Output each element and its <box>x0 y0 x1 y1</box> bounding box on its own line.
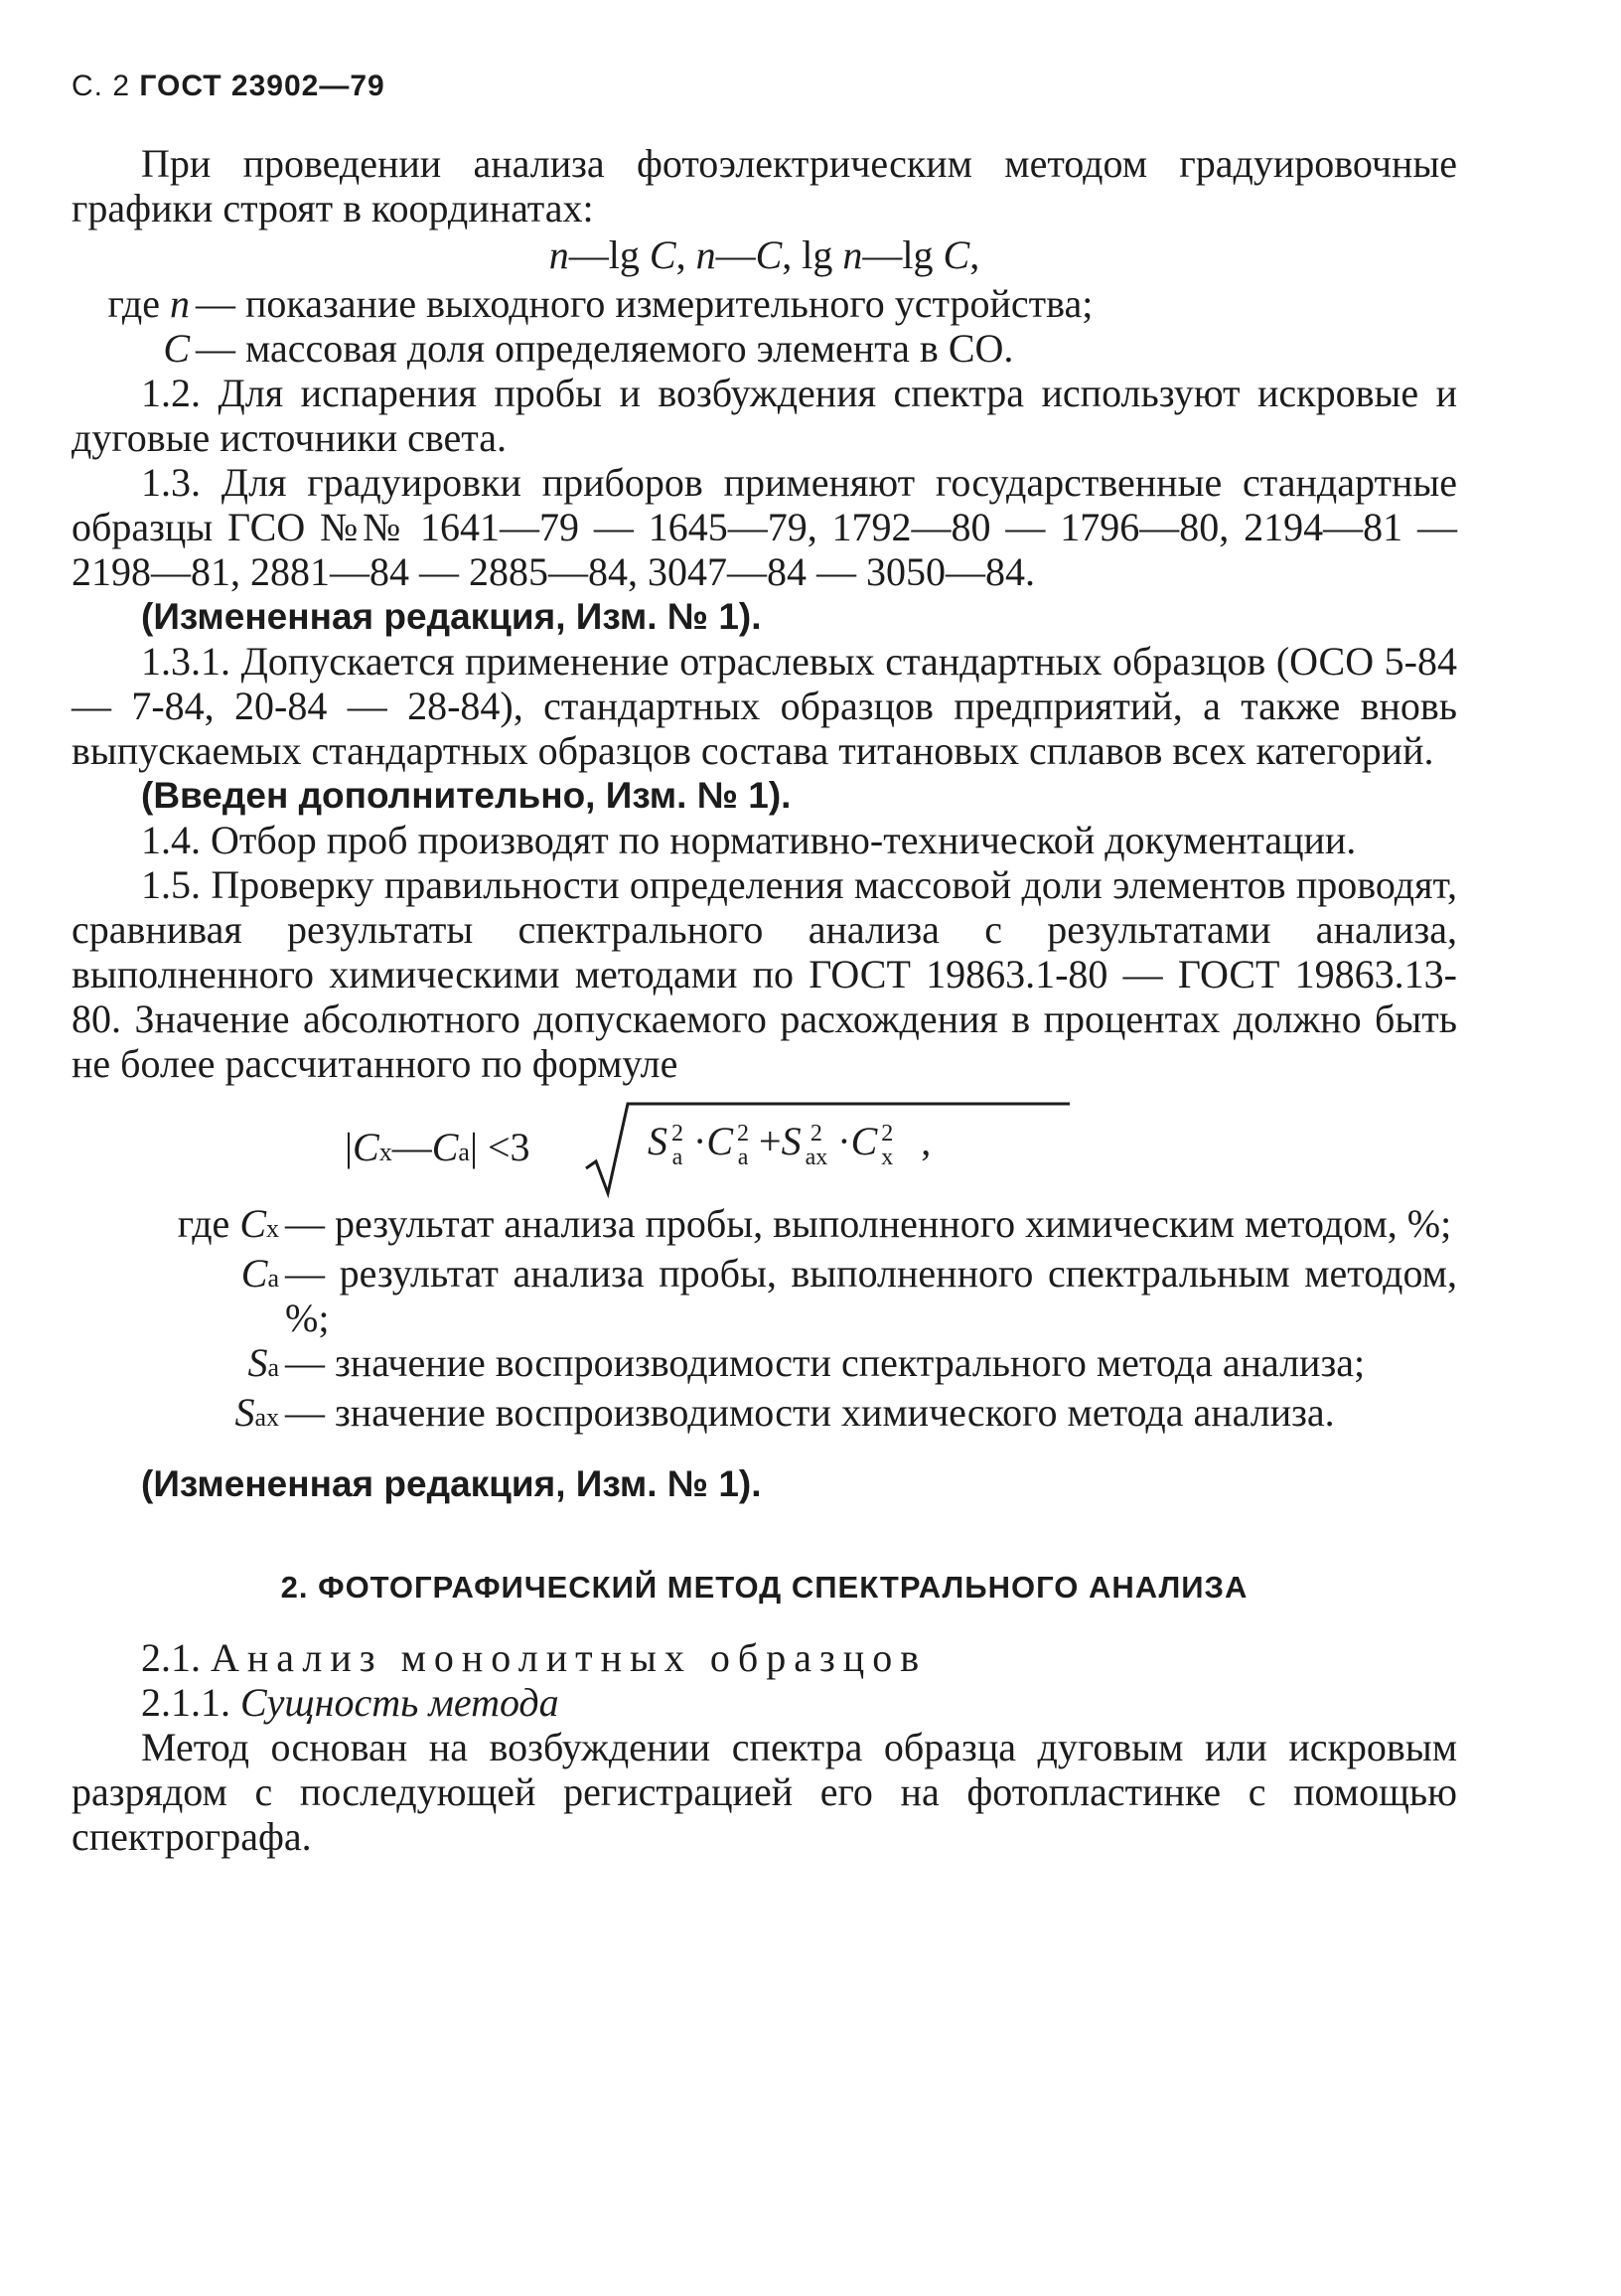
page-number: С. 2 <box>72 70 131 102</box>
formula-coordinates: n—lg C, n—C, lg n—lg C, <box>548 232 980 277</box>
subsection-2-1: 2.1. Анализ монолитных образцов <box>141 1635 928 1680</box>
formula-tolerance <box>72 1094 1457 1201</box>
paragraph-1-3-1: 1.3.1. Допускается применение отраслевых стандартных образцов (ОСО 5-84 — 7-84, 20-84 — 28-84), стандартных образцов предприятий, а также вновь выпускаемых стандартных образцов состава титановых сплавов всех категорий. <box>72 639 1457 773</box>
formula-lhs: |Cx—Ca| <3 <box>345 1125 530 1169</box>
section-heading: 2. ФОТОГРАФИЧЕСКИЙ МЕТОД СПЕКТРАЛЬНОГО АНАЛИЗА <box>280 1570 1249 1605</box>
where-label: где n <box>107 281 190 326</box>
where-label: Sax <box>234 1390 279 1435</box>
formula-radicand: S 2 a ·C 2 a +S 2 ax ·C 2 x , <box>648 1119 932 1170</box>
where-definition: — результат анализа пробы, выполненного спектральным методом, %; <box>285 1251 1457 1340</box>
document-page <box>72 70 1457 1859</box>
where-list-2 <box>72 1201 1457 1440</box>
where-label: где Cx <box>177 1201 279 1246</box>
where-definition: — результат анализа пробы, выполненного химическим методом, %; <box>285 1201 1452 1246</box>
where-definition: — значение воспроизводимости химического метода анализа. <box>285 1390 1335 1435</box>
amendment-note: (Измененная редакция, Изм. № 1). <box>141 1463 762 1504</box>
where-list-1 <box>72 281 1457 371</box>
where-label: Sa <box>247 1340 279 1385</box>
page-header <box>72 70 1457 103</box>
where-definition: — значение воспроизводимости спектрального метода анализа; <box>285 1340 1366 1385</box>
where-definition: — показание выходного измерительного устройства; <box>196 281 1094 326</box>
where-label: C <box>163 326 190 371</box>
intro-paragraph: При проведении анализа фотоэлектрическим методом градуировочные графики строят в координатах: <box>72 141 1457 230</box>
where-label: Ca <box>240 1251 279 1296</box>
where-definition: — массовая доля определяемого элемента в СО. <box>196 326 1014 371</box>
paragraph-1-3: 1.3. Для градуировки приборов применяют государственные стандартные образцы ГСО №№ 1641—79 — 1645—79, 1792—80 — 1796—80, 2194—81 — 2198—81, 2881—84 — 2885—84, 3047—84 — 3050—84. <box>72 460 1457 594</box>
subsection-2-1-1: 2.1.1. Сущность метода <box>141 1680 559 1725</box>
paragraph-1-5: 1.5. Проверку правильности определения массовой доли элементов проводят, сравнивая результаты спектрального анализа с результатами анализа, выполненного химическими методами по ГОСТ 19863.1-80 — ГОСТ 19863.13-80. Значение абсолютного допускаемого расхождения в процентах должно быть не более рассчитанного по формуле <box>72 862 1457 1086</box>
paragraph-2-1-1: Метод основан на возбуждении спектра образца дуговым или искровым разрядом с последующей регистрацией его на фотопластинке с помощью спектрографа. <box>72 1725 1457 1859</box>
standard-number: ГОСТ 23902—79 <box>139 70 385 102</box>
amendment-note: (Введен дополнительно, Изм. № 1). <box>141 775 792 816</box>
paragraph-1-2: 1.2. Для испарения пробы и возбуждения спектра используют искровые и дуговые источники света. <box>72 371 1457 460</box>
paragraph-1-4: 1.4. Отбор проб производят по нормативно-технической документации. <box>141 818 1357 862</box>
amendment-note: (Измененная редакция, Изм. № 1). <box>141 596 762 637</box>
